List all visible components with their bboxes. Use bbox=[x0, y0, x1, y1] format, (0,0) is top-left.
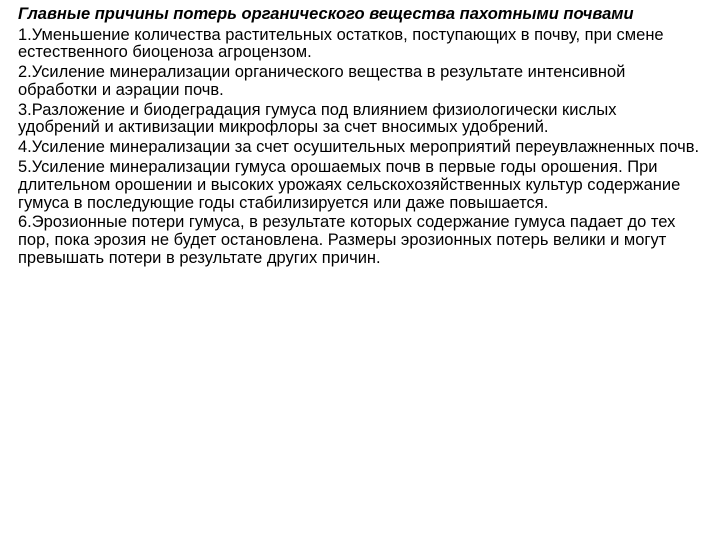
cause-item-6: 6.Эрозионные потери гумуса, в результате которых содержание гумуса падает до тех пор, пока эрозия не будет остановлена. Размеры эрозионных потерь велики и могут превышать потери в результате других причин. bbox=[18, 213, 676, 268]
cause-list bbox=[18, 27, 702, 270]
cause-item-5: 5.Усиление минерализации гумуса орошаемых почв в первые годы орошения. При длительном орошении и высоких урожаях сельскохозяйственных культур содержание гумуса в последующие годы стабилизируется или даже повышается. bbox=[18, 158, 681, 212]
cause-item-1: 1.Уменьшение количества растительных остатков, поступающих в почву, при смене естественного биоценоза агроцензом. bbox=[18, 25, 664, 62]
cause-item-3: 3.Разложение и биодеградация гумуса под влиянием физиологически кислых удобрений и активизации микрофлоры за счет вносимых удобрений. bbox=[18, 100, 617, 137]
cause-item-4: 4.Усиление минерализации за счет осушительных мероприятий переувлажненных почв. bbox=[18, 138, 700, 157]
slide-title: Главные причины потерь органического вещества пахотными почвами bbox=[18, 5, 634, 23]
cause-item-2: 2.Усиление минерализации органического вещества в результате интенсивной обработки и аэрации почв. bbox=[18, 63, 626, 99]
